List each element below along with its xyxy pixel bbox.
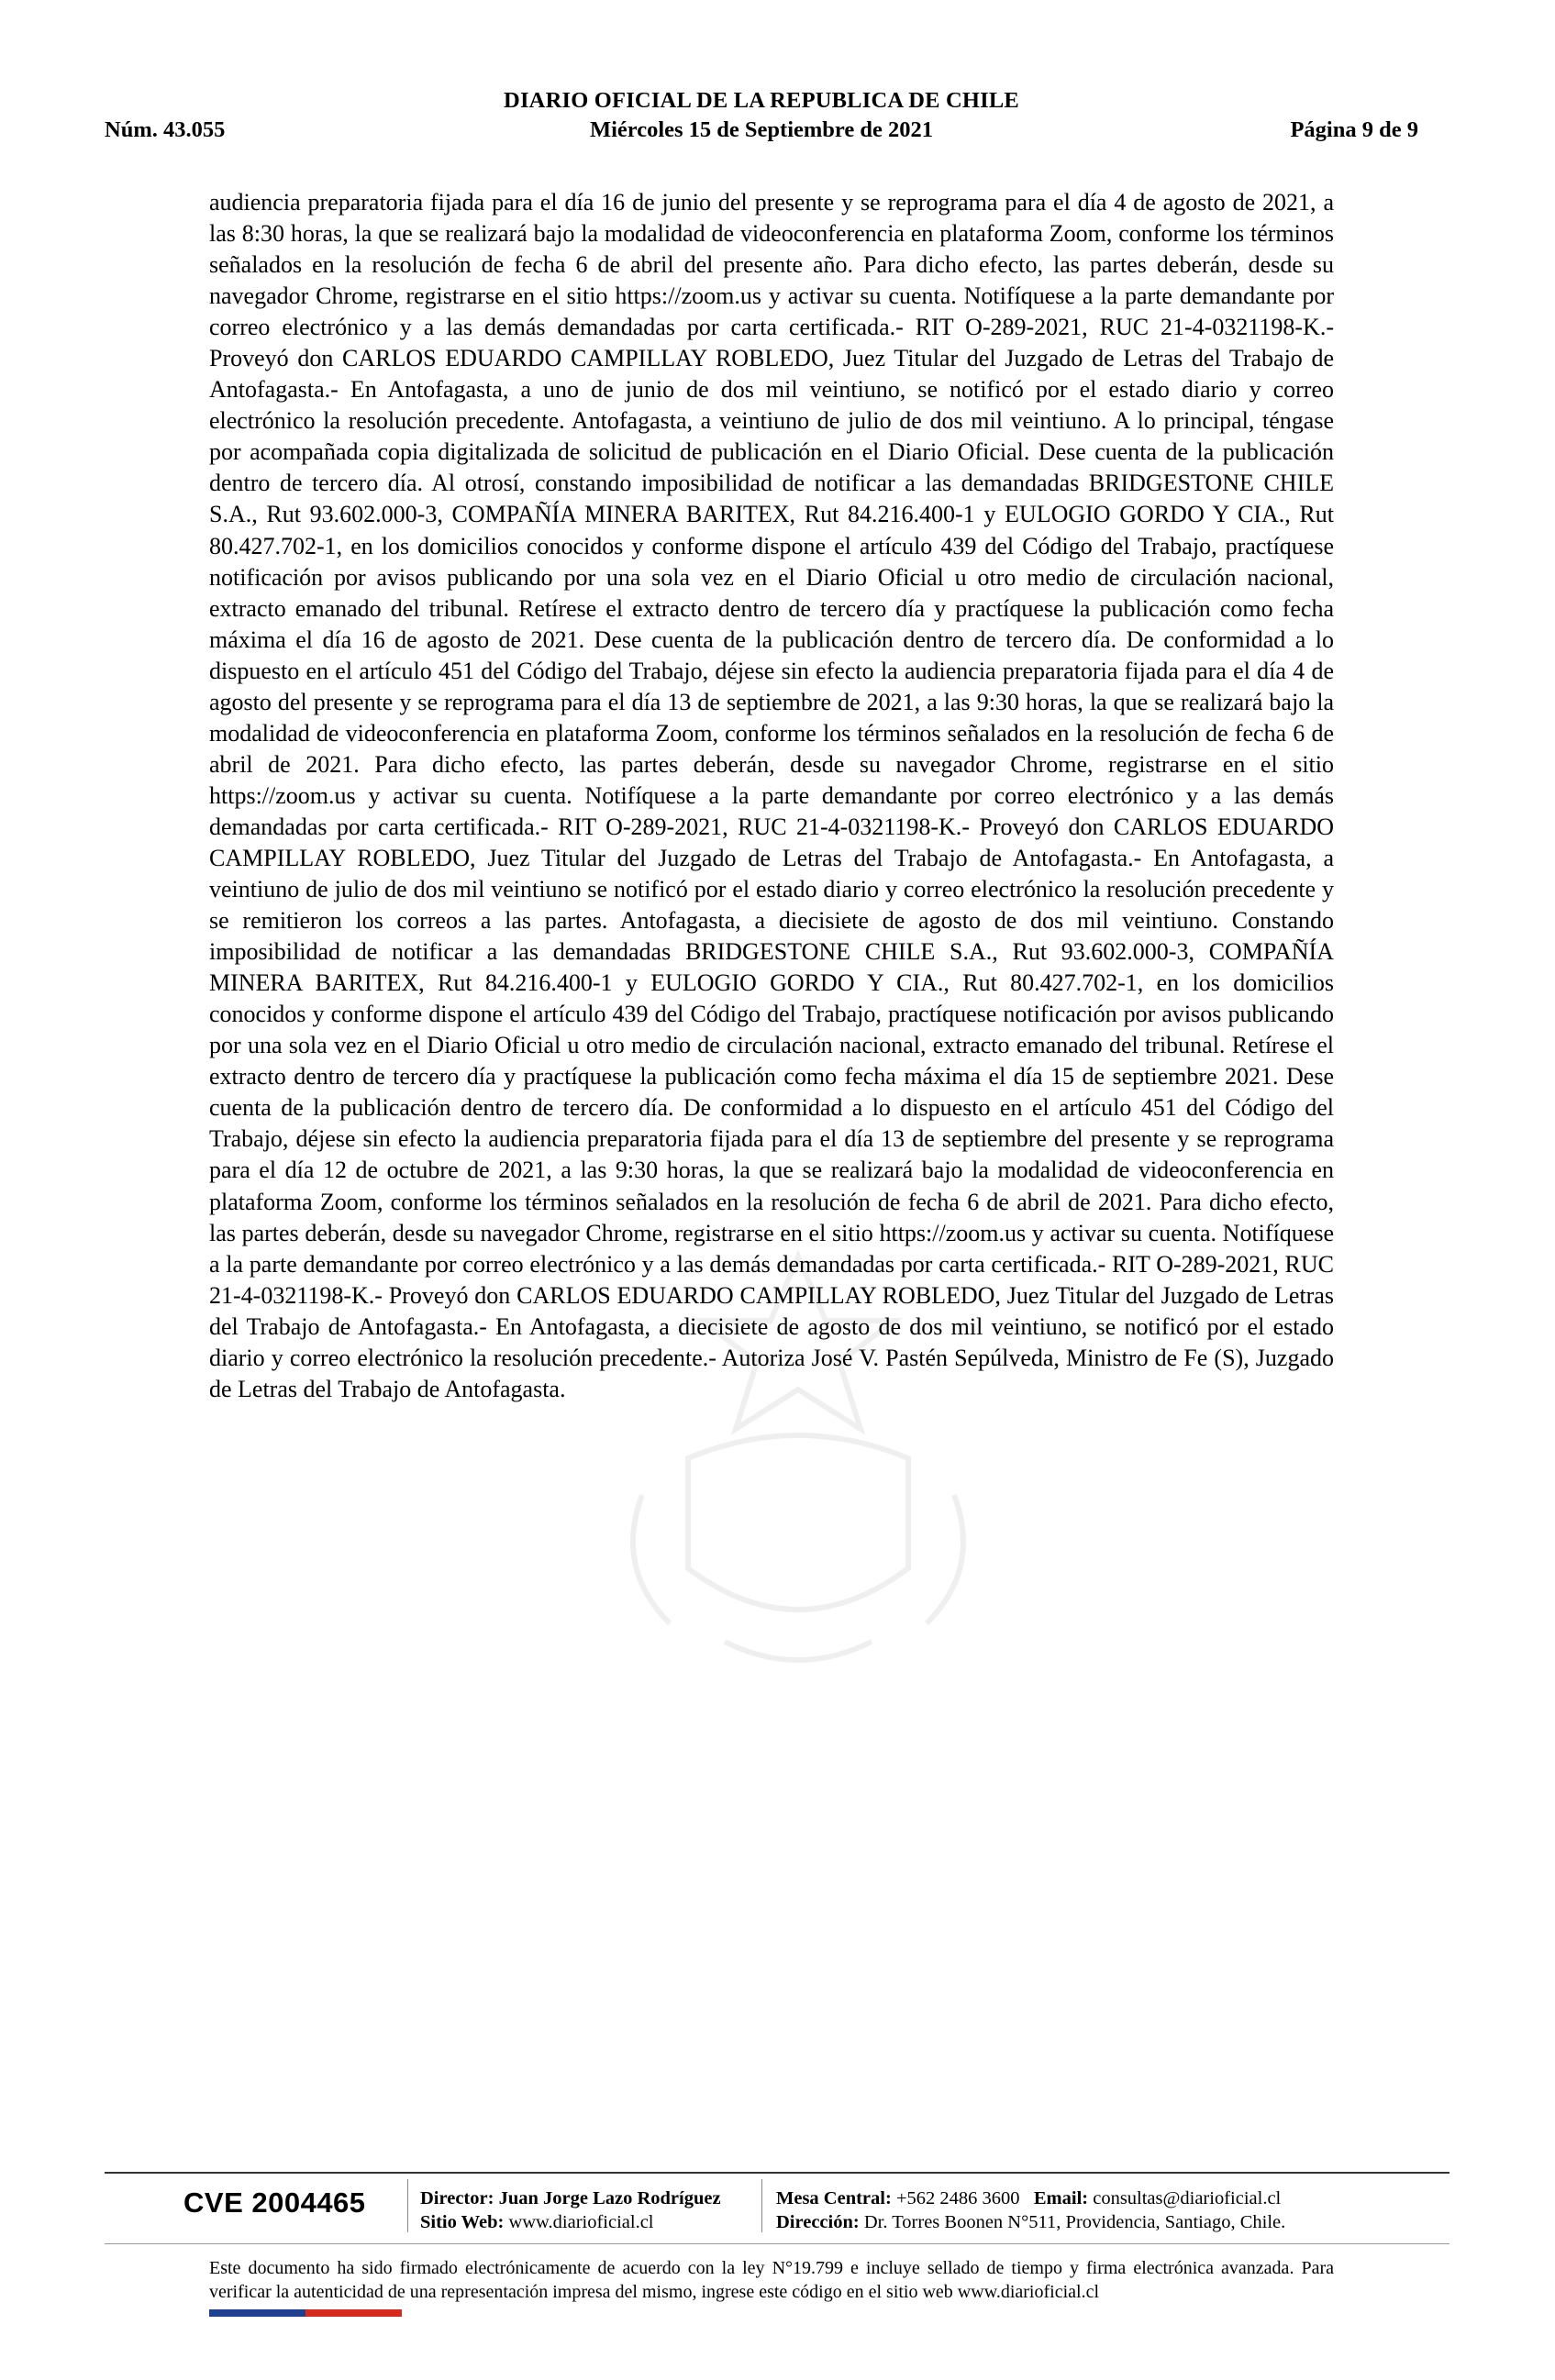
phone-value: +562 2486 3600	[895, 2188, 1020, 2208]
document-body: audiencia preparatoria fijada para el día 16 de junio del presente y se reprograma para el día 4 de agosto de 2021, a las 8:30 horas, la que se realizará bajo la modalidad de videoconferencia en plataforma Zoom, conforme los términos señalados en la resolución de fecha 6 de abril del presente año. Para dicho efecto, las partes deberán, desde su navegador Chrome, registrarse en el sitio https://zoom.us y activar su cuenta. Notifíquese a la parte demandante por correo electrónico y a las demás demandadas por carta certificada.- RIT O-289-2021, RUC 21-4-0321198-K.- Proveyó don CARLOS EDUARDO CAMPILLAY ROBLEDO, Juez Titular del Juzgado de Letras del Trabajo de Antofagasta.- En Antofagasta, a uno de junio de dos mil veintiuno, se notificó por el estado diario y correo electrónico la resolución precedente. Antofagasta, a veintiuno de julio de dos mil veintiuno. A lo principal, téngase por acompañada copia digitalizada de solicitud de publicación en el Diario Oficial. Dese cuenta de la publicación dentro de tercero día. Al otrosí, constando imposibilidad de notificar a las demandadas BRIDGESTONE CHILE S.A., Rut 93.602.000-3, COMPAÑÍA MINERA BARITEX, Rut 84.216.400-1 y EULOGIO GORDO Y CIA., Rut 80.427.702-1, en los domicilios conocidos y conforme dispone el artículo 439 del Código del Trabajo, practíquese notificación por avisos publicando por una sola vez en el Diario Oficial u otro medio de circulación nacional, extracto emanado del tribunal. Retírese el extracto dentro de tercero día y practíquese la publicación como fecha máxima el día 16 de agosto de 2021. Dese cuenta de la publicación dentro de tercero día. De conformidad a lo dispuesto en el artículo 451 del Código del Trabajo, déjese sin efecto la audiencia preparatoria fijada para el día 4 de agosto del presente y se reprograma para el día 13 de septiembre de 2021, a las 9:30 horas, la que se realizará bajo la modalidad de videoconferencia en plataforma Zoom, conforme los términos señalados en la resolución de fecha 6 de abril de 2021. Para dicho efecto, las partes deberán, desde su navegador Chrome, registrarse en el sitio https://zoom.us y activar su cuenta. Notifíquese a la parte demandante por correo electrónico y a las demás demandadas por carta certificada.- RIT O-289-2021, RUC 21-4-0321198-K.- Proveyó don CARLOS EDUARDO CAMPILLAY ROBLEDO, Juez Titular del Juzgado de Letras del Trabajo de Antofagasta.- En Antofagasta, a veintiuno de julio de dos mil veintiuno se notificó por el estado diario y correo electrónico la resolución precedente y se remitieron los correos a las partes. Antofagasta, a diecisiete de agosto de dos mil veintiuno. Constando imposibilidad de notificar a las demandadas BRIDGESTONE CHILE S.A., Rut 93.602.000-3, COMPAÑÍA MINERA BARITEX, Rut 84.216.400-1 y EULOGIO GORDO Y CIA., Rut 80.427.702-1, en los domicilios conocidos y conforme dispone el artículo 439 del Código del Trabajo, practíquese notificación por avisos publicando por una sola vez en el Diario Oficial u otro medio de circulación nacional, extracto emanado del tribunal. Retírese el extracto dentro de tercero día y practíquese la publicación como fecha máxima el día 15 de septiembre 2021. Dese cuenta de la publicación dentro de tercero día. De conformidad a lo dispuesto en el artículo 451 del Código del Trabajo, déjese sin efecto la audiencia preparatoria fijada para el día 13 de septiembre del presente y se reprograma para el día 12 de octubre de 2021, a las 9:30 horas, la que se realizará bajo la modalidad de videoconferencia en plataforma Zoom, conforme los términos señalados en la resolución de fecha 6 de abril de 2021. Para dicho efecto, las partes deberán, desde su navegador Chrome, registrarse en el sitio https://zoom.us y activar su cuenta. Notifíquese a la parte demandante por correo electrónico y a las demás demandadas por carta certificada.- RIT O-289-2021, RUC 21-4-0321198-K.- Proveyó don CARLOS EDUARDO CAMPILLAY ROBLEDO, Juez Titular del Juzgado de Letras del Trabajo de Antofagasta.- En Antofagasta, a diecisiete de agosto de dos mil veintiuno, se notificó por el estado diario y correo electrónico la resolución precedente.- Autoriza José V. Pastén Sepúlveda, Ministro de Fe (S), Juzgado de Letras del Trabajo de Antofagasta.	[209, 189, 1334, 1402]
footer-separator	[407, 2179, 408, 2232]
email-label: Email:	[1033, 2188, 1089, 2208]
legal-notice: Este documento ha sido firmado electrónicamente de acuerdo con la ley N°19.799 e incluye sellado de tiempo y firma electrónica avanzada. Para verificar la autenticidad de una representación impresa del mismo, ingrese este código en el sitio web www.diarioficial.cl	[209, 2258, 1334, 2302]
page-header	[105, 88, 1418, 149]
address-line	[776, 2210, 1285, 2234]
issue-date: Miércoles 15 de Septiembre de 2021	[589, 117, 933, 142]
address-value: Dr. Torres Boonen N°511, Providencia, Santiago, Chile.	[863, 2212, 1286, 2232]
director-name: Juan Jorge Lazo Rodríguez	[498, 2188, 721, 2208]
issue-number: Núm. 43.055	[105, 117, 226, 142]
footer-director-block	[420, 2186, 721, 2234]
email-link[interactable]: consultas@diarioficial.cl	[1093, 2188, 1282, 2208]
page-number: Página 9 de 9	[1290, 117, 1418, 142]
director-label: Director:	[420, 2188, 494, 2208]
phone-label: Mesa Central:	[776, 2188, 892, 2208]
footer-divider-bottom	[105, 2243, 1449, 2244]
footer-divider-top	[105, 2172, 1449, 2174]
contact-line	[776, 2186, 1285, 2210]
header-meta-row	[105, 117, 1418, 145]
footer-contact-block	[776, 2186, 1285, 2234]
publication-title: DIARIO OFICIAL DE LA REPUBLICA DE CHILE	[504, 88, 1019, 113]
flag-red-stripe	[305, 2309, 402, 2317]
flag-blue-stripe	[209, 2309, 305, 2317]
director-line	[420, 2186, 721, 2210]
site-line	[420, 2210, 721, 2234]
cve-code: CVE 2004465	[183, 2186, 366, 2219]
chile-flag-bar	[209, 2309, 402, 2317]
site-link[interactable]: www.diarioficial.cl	[508, 2212, 654, 2232]
address-label: Dirección:	[776, 2212, 860, 2232]
footer-separator	[761, 2179, 762, 2232]
site-label: Sitio Web:	[420, 2212, 505, 2232]
